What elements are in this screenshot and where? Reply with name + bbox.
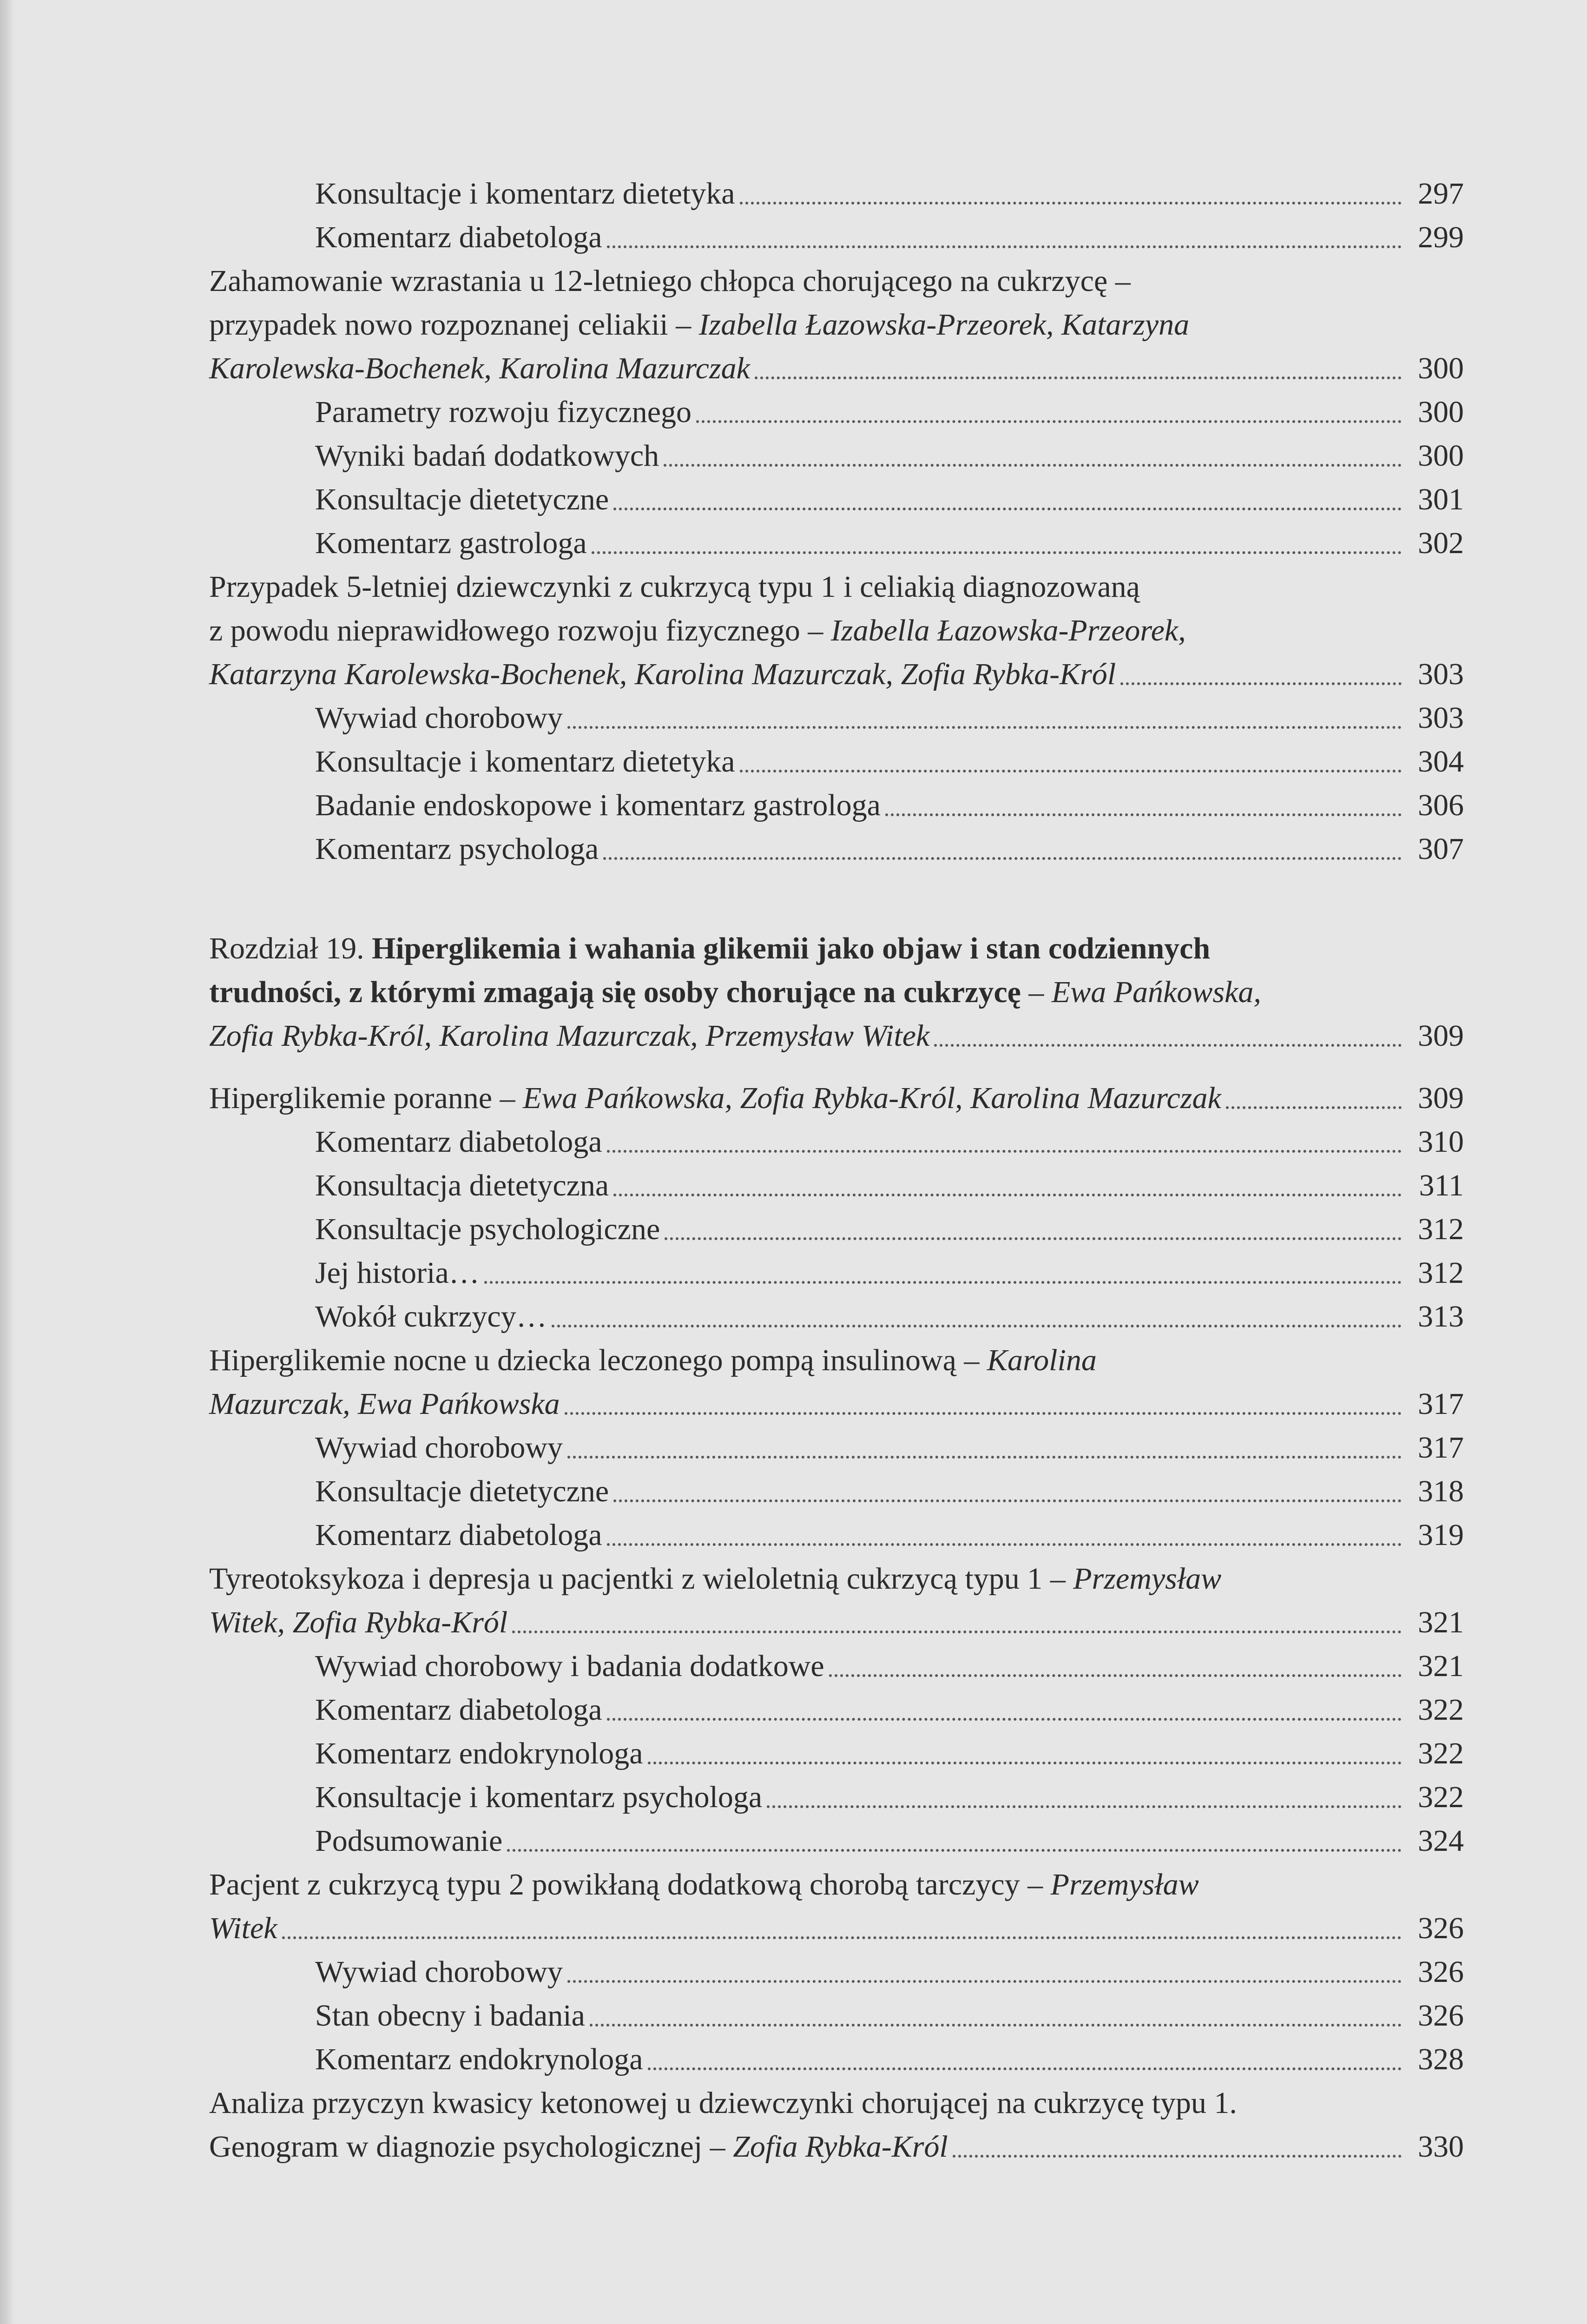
entry-page-number: 299: [1418, 220, 1464, 254]
toc-entry: [209, 1295, 1464, 1339]
chapter-dash: –: [1021, 975, 1052, 1009]
entry-title-wrap: [209, 1076, 1221, 1120]
toc-entry: [209, 216, 1464, 259]
chapter-line-2: [209, 971, 1464, 1014]
entry-title-line: [209, 1863, 1464, 1907]
entry-page-number: 321: [1418, 1649, 1464, 1683]
entry-title: Konsultacja dietetyczna: [315, 1169, 609, 1202]
toc-entry: [209, 347, 1464, 390]
entry-page-number: 303: [1418, 657, 1464, 691]
entry-page-number: 300: [1418, 351, 1464, 385]
toc-entry: [209, 1382, 1464, 1426]
chapter-title-part-2: trudności, z którymi zmagają się osoby chorujące na cukrzycę: [209, 975, 1021, 1009]
entry-page-number: 311: [1419, 1169, 1464, 1202]
entry-title: Tyreotoksykoza i depresja u pacjentki z wieloletnią cukrzycą typu 1 –: [209, 1562, 1073, 1596]
toc-entry: [209, 2125, 1464, 2169]
toc-entry: [209, 1994, 1464, 2038]
dot-leader: [507, 1849, 1402, 1852]
toc-entry: [209, 1470, 1464, 1513]
toc-entry: [209, 1776, 1464, 1819]
entry-page-number: 307: [1418, 832, 1464, 866]
entry-title: Konsultacje i komentarz psychologa: [315, 1780, 763, 1814]
dot-leader: [613, 508, 1402, 510]
spacer: [209, 871, 1464, 927]
entry-title: Katarzyna Karolewska-Bochenek, Karolina Mazurczak, Zofia Rybka-Król: [209, 657, 1116, 691]
entry-title: Konsultacje psychologiczne: [315, 1212, 660, 1246]
dot-leader: [953, 2155, 1402, 2158]
dot-leader: [755, 376, 1402, 379]
entry-page-number: 322: [1418, 1780, 1464, 1814]
entry-page-number: 313: [1418, 1300, 1464, 1334]
entry-page-number: 312: [1418, 1256, 1464, 1290]
chapter-authors-part-2: Zofia Rybka-Król, Karolina Mazurczak, Przemysław Witek: [209, 1019, 930, 1053]
entry-page-number: 300: [1418, 439, 1464, 473]
entry-authors: Przemysław: [1073, 1562, 1222, 1596]
toc-entry: [209, 1819, 1464, 1863]
toc-entry: [209, 1907, 1464, 1950]
table-of-contents: [209, 172, 1464, 2169]
toc-entry: [209, 2038, 1464, 2081]
toc-section-1: [209, 172, 1464, 871]
entry-page-number: 326: [1418, 1955, 1464, 1989]
entry-title: Konsultacje dietetyczne: [315, 482, 609, 516]
entry-title: Komentarz diabetologa: [315, 1125, 602, 1159]
entry-title: Mazurczak, Ewa Pańkowska: [209, 1387, 560, 1421]
entry-page-number: 300: [1418, 395, 1464, 429]
entry-title: Genogram w diagnozie psychologicznej –: [209, 2130, 733, 2164]
dot-leader: [607, 1718, 1402, 1721]
entry-page-number: 303: [1418, 701, 1464, 735]
dot-leader: [607, 245, 1402, 248]
toc-entry: [209, 434, 1464, 478]
entry-title-line: [209, 1339, 1464, 1382]
chapter-prefix: Rozdział 19.: [209, 931, 372, 965]
entry-page-number: 309: [1418, 1081, 1464, 1115]
entry-title: Wokół cukrzycy…: [315, 1300, 547, 1334]
entry-page-number: 328: [1418, 2042, 1464, 2076]
chapter-line-3: [209, 1014, 1464, 1058]
toc-entry: [209, 478, 1464, 522]
entry-title-wrap: [209, 2125, 948, 2169]
dot-leader: [613, 1499, 1402, 1502]
entry-title: Komentarz psychologa: [315, 832, 599, 866]
dot-leader: [607, 1543, 1402, 1546]
entry-page-number: 322: [1418, 1693, 1464, 1727]
entry-authors: Izabella Łazowska-Przeorek, Katarzyna: [698, 308, 1190, 342]
dot-leader: [829, 1674, 1402, 1677]
dot-leader: [484, 1281, 1402, 1284]
entry-authors: Przemysław: [1050, 1868, 1199, 1901]
entry-page-number: 326: [1418, 1911, 1464, 1945]
entry-title-line: [209, 259, 1464, 303]
dot-leader: [740, 202, 1402, 205]
entry-title: Wywiad chorobowy: [315, 1955, 563, 1989]
toc-entry: [209, 390, 1464, 434]
entry-page-number: 330: [1418, 2130, 1464, 2164]
toc-entry: [209, 1251, 1464, 1295]
toc-entry: [209, 784, 1464, 827]
entry-title-line: [209, 303, 1464, 347]
entry-page-number: 321: [1418, 1605, 1464, 1639]
entry-title: Zahamowanie wzrastania u 12-letniego chłopca chorującego na cukrzycę –: [209, 264, 1131, 298]
toc-entry: [209, 653, 1464, 696]
toc-entry: [209, 1732, 1464, 1776]
entry-title: Witek: [209, 1911, 277, 1945]
chapter-authors-part-1: Ewa Pańkowska,: [1051, 975, 1261, 1009]
entry-page-number: 297: [1418, 177, 1464, 211]
entry-page-number: 301: [1418, 482, 1464, 516]
entry-title: Komentarz endokrynologa: [315, 2042, 643, 2076]
entry-page-number: 319: [1418, 1518, 1464, 1552]
entry-title: Komentarz diabetologa: [315, 1518, 602, 1552]
dot-leader: [590, 2024, 1402, 2027]
entry-page-number: 322: [1418, 1736, 1464, 1770]
dot-leader: [1120, 682, 1402, 685]
entry-title: z powodu nieprawidłowego rozwoju fizycznego –: [209, 614, 831, 647]
entry-title: Komentarz diabetologa: [315, 1693, 602, 1727]
entry-title: Analiza przyczyn kwasicy ketonowej u dziewczynki chorującej na cukrzycę typu 1.: [209, 2086, 1237, 2120]
dot-leader: [767, 1805, 1402, 1808]
entry-title: Komentarz gastrologa: [315, 526, 587, 560]
entry-title: Badanie endoskopowe i komentarz gastrologa: [315, 788, 881, 822]
entry-page-number: 317: [1418, 1387, 1464, 1421]
entry-title: Wywiad chorobowy: [315, 1431, 563, 1465]
entry-page-number: 326: [1418, 1999, 1464, 2033]
entry-title: Wywiad chorobowy: [315, 701, 563, 735]
entry-title: Hiperglikemie poranne –: [209, 1081, 523, 1115]
entry-title: przypadek nowo rozpoznanej celiakii –: [209, 308, 699, 342]
chapter-page-number: 309: [1418, 1019, 1464, 1053]
entry-title-line: [209, 609, 1464, 653]
toc-entry: [209, 1601, 1464, 1644]
entry-title: Stan obecny i badania: [315, 1999, 585, 2033]
entry-page-number: 304: [1418, 745, 1464, 779]
entry-title: Konsultacje i komentarz dietetyka: [315, 745, 735, 779]
entry-title-line: [209, 1557, 1464, 1601]
entry-title: Pacjent z cukrzycą typu 2 powikłaną dodatkową chorobą tarczycy –: [209, 1868, 1051, 1901]
toc-entry: [209, 1688, 1464, 1732]
dot-leader: [648, 2067, 1402, 2070]
dot-leader: [696, 420, 1402, 423]
entry-title: Konsultacje dietetyczne: [315, 1474, 609, 1508]
dot-leader: [665, 1237, 1402, 1240]
toc-entry: [209, 522, 1464, 565]
toc-entry: [209, 1950, 1464, 1994]
dot-leader: [607, 1150, 1402, 1153]
dot-leader: [934, 1044, 1402, 1047]
dot-leader: [613, 1194, 1402, 1196]
entry-page-number: 302: [1418, 526, 1464, 560]
toc-entry: [209, 1164, 1464, 1208]
entry-page-number: 306: [1418, 788, 1464, 822]
toc-section-2: [209, 1076, 1464, 2169]
entry-title: Hiperglikemie nocne u dziecka leczonego pompą insulinową –: [209, 1343, 987, 1377]
toc-entry: [209, 1513, 1464, 1557]
entry-page-number: 312: [1418, 1212, 1464, 1246]
toc-entry: [209, 172, 1464, 216]
entry-title: Komentarz diabetologa: [315, 220, 602, 254]
toc-entry: [209, 827, 1464, 871]
entry-page-number: 318: [1418, 1474, 1464, 1508]
toc-entry: [209, 1644, 1464, 1688]
entry-page-number: 317: [1418, 1431, 1464, 1465]
toc-entry: [209, 1426, 1464, 1470]
entry-title: Przypadek 5-letniej dziewczynki z cukrzycą typu 1 i celiakią diagnozowaną: [209, 570, 1140, 604]
dot-leader: [592, 551, 1402, 554]
entry-page-number: 324: [1418, 1824, 1464, 1858]
dot-leader: [282, 1936, 1402, 1939]
chapter-line-1: [209, 927, 1464, 971]
entry-title: Wywiad chorobowy i badania dodatkowe: [315, 1649, 824, 1683]
entry-authors: Karolina: [987, 1343, 1097, 1377]
entry-title: Witek, Zofia Rybka-Król: [209, 1605, 508, 1639]
toc-entry: [209, 740, 1464, 784]
entry-authors: Ewa Pańkowska, Zofia Rybka-Król, Karolina Mazurczak: [523, 1081, 1221, 1115]
dot-leader: [567, 726, 1402, 729]
dot-leader: [740, 770, 1402, 772]
entry-title: Konsultacje i komentarz dietetyka: [315, 177, 735, 211]
entry-title: Wyniki badań dodatkowych: [315, 439, 659, 473]
chapter-title-part-1: Hiperglikemia i wahania glikemii jako objaw i stan codziennych: [372, 931, 1211, 965]
toc-entry: [209, 696, 1464, 740]
dot-leader: [567, 1456, 1402, 1459]
dot-leader: [1226, 1106, 1402, 1109]
page-edge-shadow: [0, 0, 15, 2324]
entry-title: Karolewska-Bochenek, Karolina Mazurczak: [209, 351, 750, 385]
dot-leader: [664, 464, 1402, 467]
entry-authors: Zofia Rybka-Król: [733, 2130, 948, 2164]
dot-leader: [565, 1412, 1402, 1415]
toc-entry: [209, 1076, 1464, 1120]
dot-leader: [885, 813, 1402, 816]
entry-authors: Izabella Łazowska-Przeorek,: [830, 614, 1186, 647]
dot-leader: [552, 1325, 1402, 1327]
toc-entry: [209, 1120, 1464, 1164]
dot-leader: [512, 1631, 1402, 1633]
entry-title: Jej historia…: [315, 1256, 480, 1290]
dot-leader: [567, 1980, 1402, 1983]
entry-title: Parametry rozwoju fizycznego: [315, 395, 691, 429]
toc-entry: [209, 1208, 1464, 1251]
entry-title-line: [209, 2081, 1464, 2125]
entry-title-line: [209, 565, 1464, 609]
entry-title: Komentarz endokrynologa: [315, 1736, 643, 1770]
entry-title: Podsumowanie: [315, 1824, 503, 1858]
dot-leader: [603, 857, 1402, 860]
spacer: [209, 1058, 1464, 1076]
chapter-heading: [209, 927, 1464, 1058]
dot-leader: [648, 1762, 1402, 1764]
entry-page-number: 310: [1418, 1125, 1464, 1159]
